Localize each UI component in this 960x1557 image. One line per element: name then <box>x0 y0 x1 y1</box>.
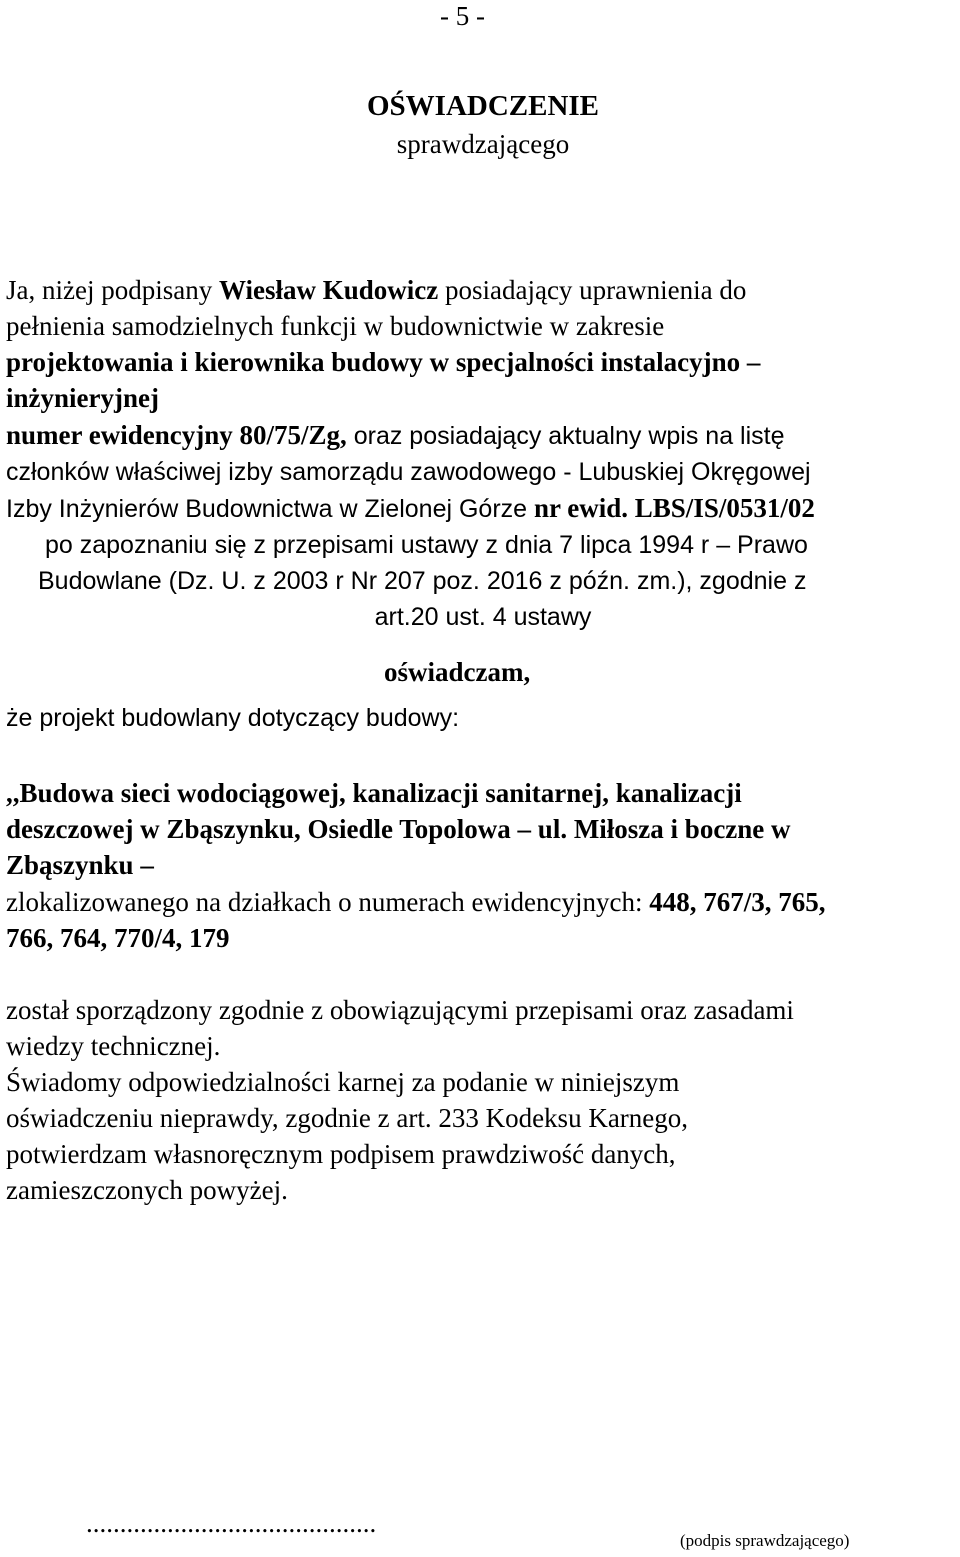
intro-line-3: projektowania i kierownika budowy w specjalności instalacyjno – <box>6 347 761 377</box>
intro-line-8: po zapoznaniu się z przepisami ustawy z dnia 7 lipca 1994 r – Prawo <box>45 531 808 559</box>
intro-line-4: inżynieryjnej <box>6 383 159 413</box>
page-number: - 5 - <box>440 1 485 31</box>
intro-text: posiadający uprawnienia do <box>438 275 747 305</box>
parcels-text: zlokalizowanego na działkach o numerach ewidencyjnych: <box>6 887 650 917</box>
project-line-3: Zbąszynku – <box>6 850 154 880</box>
project-line-1: ,,Budowa sieci wodociągowej, kanalizacji sanitarnej, kanalizacji <box>6 778 742 808</box>
intro-line-6: członków właściwej izby samorządu zawodowego - Lubuskiej Okręgowej <box>6 458 811 486</box>
intro-line-1 <box>6 272 746 308</box>
project-line-2: deszczowej w Zbąszynku, Osiedle Topolowa – ul. Miłosza i boczne w <box>6 814 791 844</box>
closing-line-2: wiedzy technicznej. <box>6 1031 221 1061</box>
intro-line-5 <box>6 417 785 454</box>
declaration-word: oświadczam, <box>384 657 531 687</box>
intro-line-7 <box>6 490 815 527</box>
intro-text: oraz posiadający aktualny wpis na listę <box>346 422 785 450</box>
registration-number: numer ewidencyjny 80/75/Zg, <box>6 420 347 450</box>
closing-line-3: Świadomy odpowiedzialności karnej za podanie w niniejszym <box>6 1067 680 1097</box>
closing-line-1: został sporządzony zgodnie z obowiązującymi przepisami oraz zasadami <box>6 995 794 1025</box>
intro-text: Izby Inżynierów Budownictwa w Zielonej Górze <box>6 495 535 523</box>
intro-line-2: pełnienia samodzielnych funkcji w budownictwie w zakresie <box>6 311 665 341</box>
intro-line-10: art.20 ust. 4 ustawy <box>374 603 592 631</box>
signer-name: Wiesław Kudowicz <box>218 275 439 305</box>
document-title: OŚWIADCZENIE <box>366 90 600 122</box>
closing-line-4: oświadczeniu nieprawdy, zgodnie z art. 233 Kodeksu Karnego, <box>6 1103 689 1133</box>
parcels-line-1 <box>6 884 826 920</box>
closing-line-5: potwierdzam własnoręcznym podpisem prawdziwość danych, <box>6 1139 676 1169</box>
signature-caption: (podpis sprawdzającego) <box>680 1531 850 1550</box>
document-subtitle: sprawdzającego <box>396 129 570 159</box>
parcel-numbers: 448, 767/3, 765, <box>649 887 826 917</box>
intro-text: Ja, niżej podpisany <box>6 275 219 305</box>
parcels-line-2: 766, 764, 770/4, 179 <box>6 923 230 953</box>
closing-line-6: zamieszczonych powyżej. <box>6 1175 288 1205</box>
intro-line-9: Budowlane (Dz. U. z 2003 r Nr 207 poz. 2016 z późn. zm.), zgodnie z <box>38 567 807 595</box>
signature-line: ........................................... <box>86 1508 377 1538</box>
chamber-number: nr ewid. LBS/IS/0531/02 <box>534 493 815 523</box>
project-intro: że projekt budowlany dotyczący budowy: <box>6 704 460 732</box>
